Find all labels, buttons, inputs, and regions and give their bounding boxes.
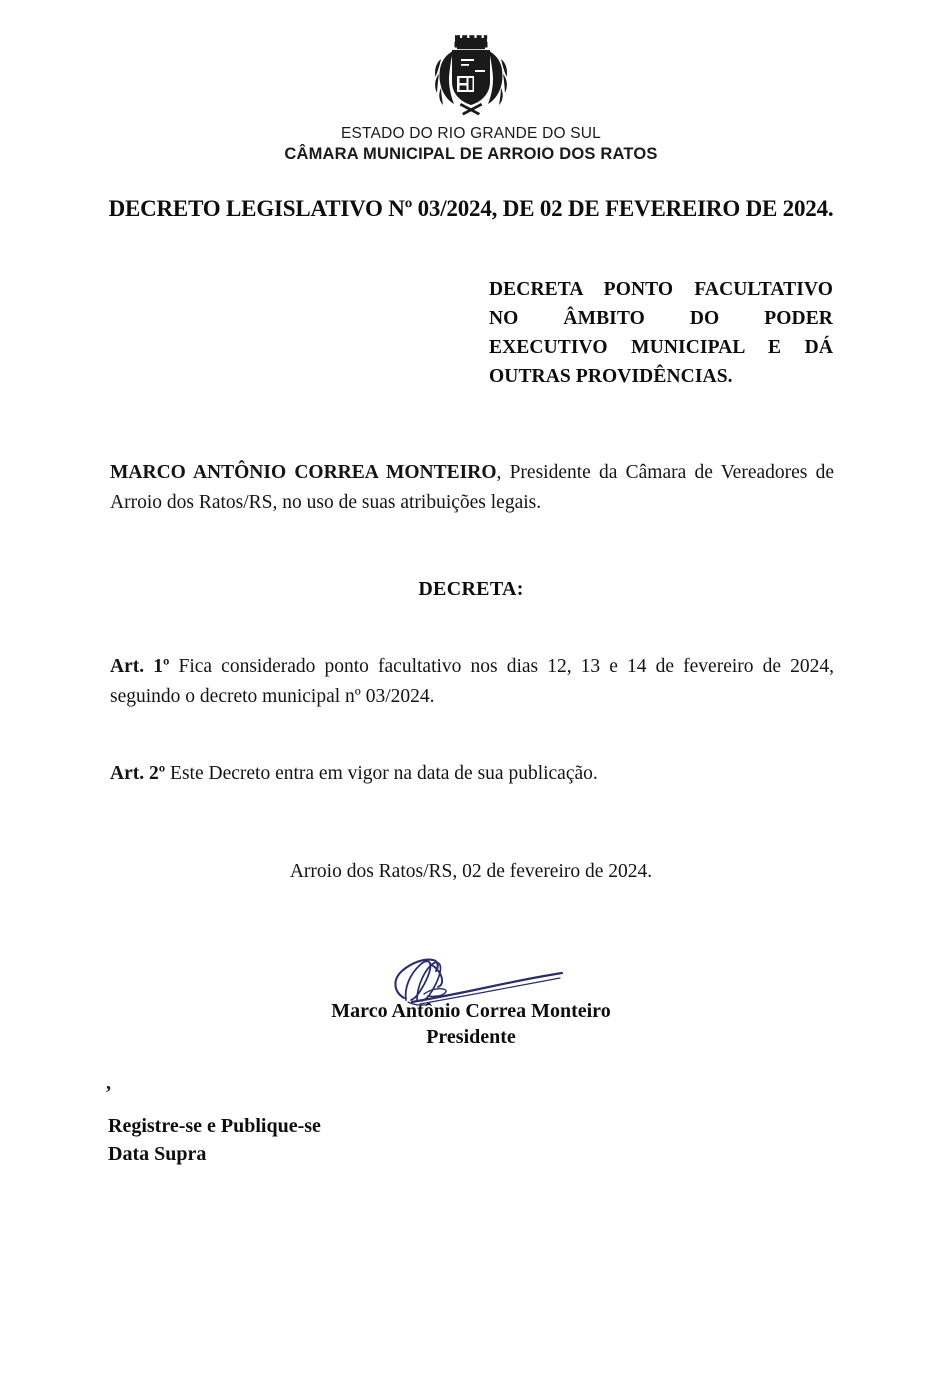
footer-register-line: Registre-se e Publique-se <box>108 1115 321 1137</box>
document-header <box>0 34 942 164</box>
stray-punctuation-mark: , <box>106 1072 111 1094</box>
article-2-text: Este Decreto entra em vigor na data de sua publicação. <box>165 763 598 784</box>
header-state-line: ESTADO DO RIO GRANDE DO SUL <box>340 125 602 142</box>
signatory-name: Marco Antônio Correa Monteiro <box>331 1000 611 1022</box>
document-title: DECRETO LEGISLATIVO Nº 03/2024, DE 02 DE FEVEREIRO DE 2024. <box>108 196 834 221</box>
decreta-heading: DECRETA: <box>418 578 524 600</box>
preamble-text: , Presidente da Câmara de Vereadores de Arroio dos Ratos/RS, no uso de suas atribuições legais. <box>110 462 834 513</box>
article-1-text: Fica considerado ponto facultativo nos dias 12, 13 e 14 de fevereiro de 2024, seguindo o decreto municipal nº 03/2024. <box>110 656 834 707</box>
ementa-summary: DECRETA PONTO FACULTATIVO NO ÂMBITO DO PODER EXECUTIVO MUNICIPAL E DÁ OUTRAS PROVIDÊNCIAS. <box>489 279 833 387</box>
preamble-paragraph <box>110 458 834 517</box>
footer-block <box>108 1112 321 1169</box>
signatory-role: Presidente <box>426 1026 516 1048</box>
header-institution-line: CÂMARA MUNICIPAL DE ARROIO DOS RATOS <box>284 144 658 163</box>
article-1 <box>110 652 834 711</box>
coat-of-arms-icon <box>428 34 514 118</box>
place-and-date: Arroio dos Ratos/RS, 02 de fevereiro de 2024. <box>289 861 653 882</box>
article-2-label: Art. 2º <box>110 763 166 784</box>
footer-datasupra-line: Data Supra <box>108 1143 207 1166</box>
article-1-label: Art. 1º <box>110 656 170 677</box>
article-2 <box>110 759 834 789</box>
president-name: MARCO ANTÔNIO CORREA MONTEIRO <box>110 462 497 483</box>
